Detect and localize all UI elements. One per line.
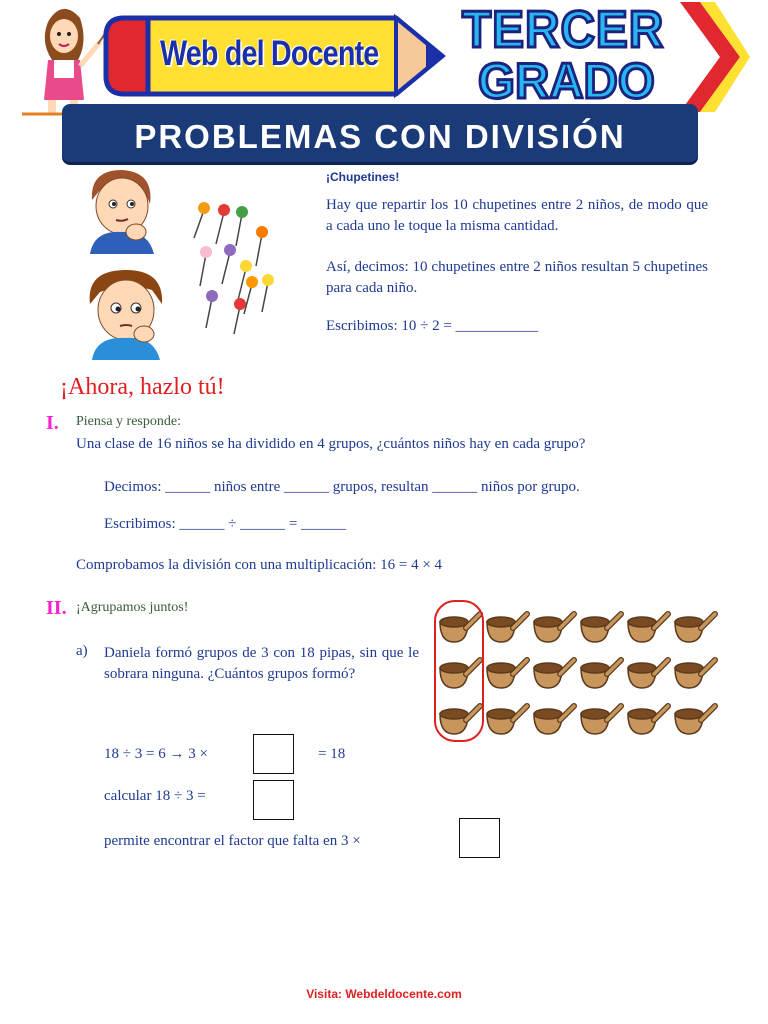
section-1-fill-line-1: Decimos: ______ niños entre ______ grupos, resultan ______ niños por grupo. [104,479,580,495]
calc-line-3: permite encontrar el factor que falta en 3 × [104,833,361,849]
footer-link[interactable]: Visita: Webdeldocente.com [306,987,462,1001]
section-2-label: ¡Agrupamos juntos! [76,600,189,615]
grade-title-line2: GRADO [478,53,655,104]
intro-paragraph-2: Así, decimos: 10 chupetines entre 2 niños resultan 5 chupetines para cada niño. [326,259,708,296]
pipe-icon [487,614,527,642]
pipe-icon [440,614,480,642]
section-1-label: Piensa y responde: [76,414,181,429]
section-1-check-line: Comprobamos la división con una multiplicación: 16 = 4 × 4 [76,557,443,573]
pipe-icon [628,614,668,642]
answer-box-2[interactable] [253,780,294,820]
page-title: PROBLEMAS CON DIVISIÓN [134,118,626,155]
pipe-icon [628,706,668,734]
brand-name: Web del Docente [160,34,379,73]
grade-title-line1: TERCER [462,1,665,59]
pipe-icon [581,660,621,688]
pipe-icon [487,706,527,734]
section-2-number: II. [46,597,67,619]
pipe-icon [534,614,574,642]
pondering-boy-illustration [82,264,168,360]
answer-box-3[interactable] [459,818,500,858]
pipe-icon [628,660,668,688]
item-a-letter: a) [76,643,88,659]
thinking-boy-illustration [82,164,162,254]
pipe-icon [675,660,715,688]
section-1-number: I. [46,412,59,434]
calc-line-1-result: = 18 [318,746,346,762]
pipe-icon [534,660,574,688]
pipe-icon [440,660,480,688]
pipe-icon [581,614,621,642]
pipe-icon [487,660,527,688]
pipes-illustration [434,600,718,744]
answer-box-1[interactable] [253,734,294,774]
item-a-text: Daniela formó grupos de 3 con 18 pipas, sin que le sobrara ninguna. ¿Cuántos grupos formó? [104,645,419,682]
intro-paragraph-1: Hay que repartir los 10 chupetines entre 2 niños, de modo que a cada uno le toque la misma cantidad. [326,197,708,234]
now-heading: ¡Ahora, hazlo tú! [60,374,225,400]
pipe-icon [440,706,480,734]
intro-heading: ¡Chupetines! [326,170,400,184]
pipe-icon [534,706,574,734]
lollipops-illustration [186,196,282,336]
arrows-decoration [660,2,750,112]
pipe-icon [675,614,715,642]
calc-line-1: 18 ÷ 3 = 6 → 3 × [104,746,208,762]
section-1-question: Una clase de 16 niños se ha dividido en 4 grupos, ¿cuántos niños hay en cada grupo? [76,436,586,452]
intro-paragraph-3: Escribimos: 10 ÷ 2 = ___________ [326,318,539,334]
section-1-fill-line-2: Escribimos: ______ ÷ ______ = ______ [104,516,347,532]
pipe-icon [675,706,715,734]
calc-line-2: calcular 18 ÷ 3 = [104,788,206,804]
pipe-icon [581,706,621,734]
